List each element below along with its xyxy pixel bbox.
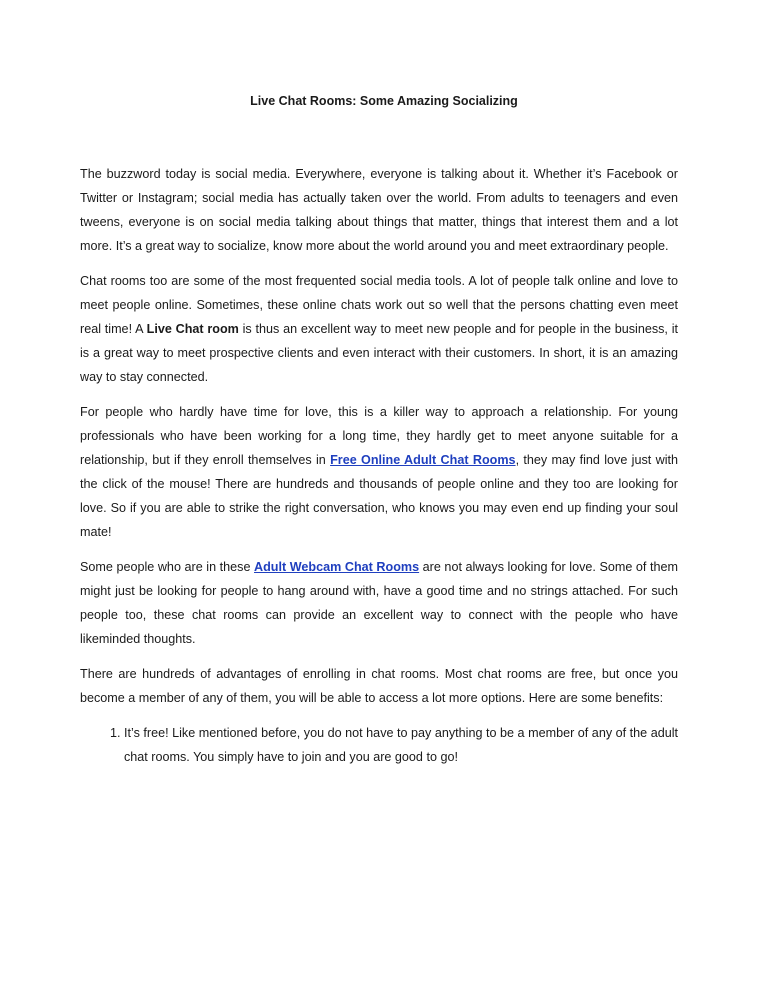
document-title: Live Chat Rooms: Some Amazing Socializing xyxy=(250,94,518,108)
paragraph-text: Some people who are in these xyxy=(80,560,255,574)
paragraph-webcam xyxy=(80,555,678,651)
adult-webcam-chat-rooms-link[interactable]: Adult Webcam Chat Rooms xyxy=(254,560,420,574)
live-chat-room-bold: Live Chat room xyxy=(146,322,239,336)
paragraph-text: For people who hardly have time for love, this is a killer way to approach a relationship. For young professionals who have been working for a long time, they hardly get to meet anyone suitable for a relationship, but if they enroll themselves in xyxy=(80,405,678,467)
paragraph-chat-rooms xyxy=(80,269,678,389)
paragraph-love xyxy=(80,400,678,544)
paragraph-social-media: The buzzword today is social media. Everywhere, everyone is talking about it. Whether it’s Facebook or Twitter or Instagram; social media has actually taken over the world. From adults to teenagers and even tweens, everyone is on social media talking about things that matter, things that interest them and a lot more. It’s a great way to socialize, know more about the world around you and meet extraordinary people. xyxy=(80,167,678,253)
paragraph-text: Chat rooms too are some of the most frequented social media tools. A lot of people talk online and love to meet people online. Sometimes, these online chats work out so well that the persons chatting even meet real time! A xyxy=(80,274,678,336)
list-item: 1. It’s free! Like mentioned before, you do not have to pay anything to be a member of any of the adult chat rooms. You simply have to join and you are good to go! xyxy=(124,721,678,769)
paragraph-text: is thus an excellent way to meet new people and for people in the business, it is a great way to meet prospective clients and even interact with their customers. In short, it is an amazing way to stay connected. xyxy=(80,322,678,384)
paragraph-text: , they may find love just with the click of the mouse! There are hundreds and thousands of people online and they too are looking for love. So if you are able to strike the right conversation, who knows you may even end up finding your soul mate! xyxy=(80,453,679,539)
document-body xyxy=(80,162,678,769)
benefits-list xyxy=(80,721,678,769)
free-online-adult-chat-rooms-link[interactable]: Free Online Adult Chat Rooms xyxy=(330,453,516,467)
paragraph-text: are not always looking for love. Some of them might just be looking for people to hang around with, have a good time and no strings attached. For such people too, these chat rooms can provide an excellent way to connect with the people who have likeminded thoughts. xyxy=(80,560,678,646)
paragraph-advantages: There are hundreds of advantages of enrolling in chat rooms. Most chat rooms are free, but once you become a member of any of them, you will be able to access a lot more options. Here are some benefits: xyxy=(80,667,678,705)
